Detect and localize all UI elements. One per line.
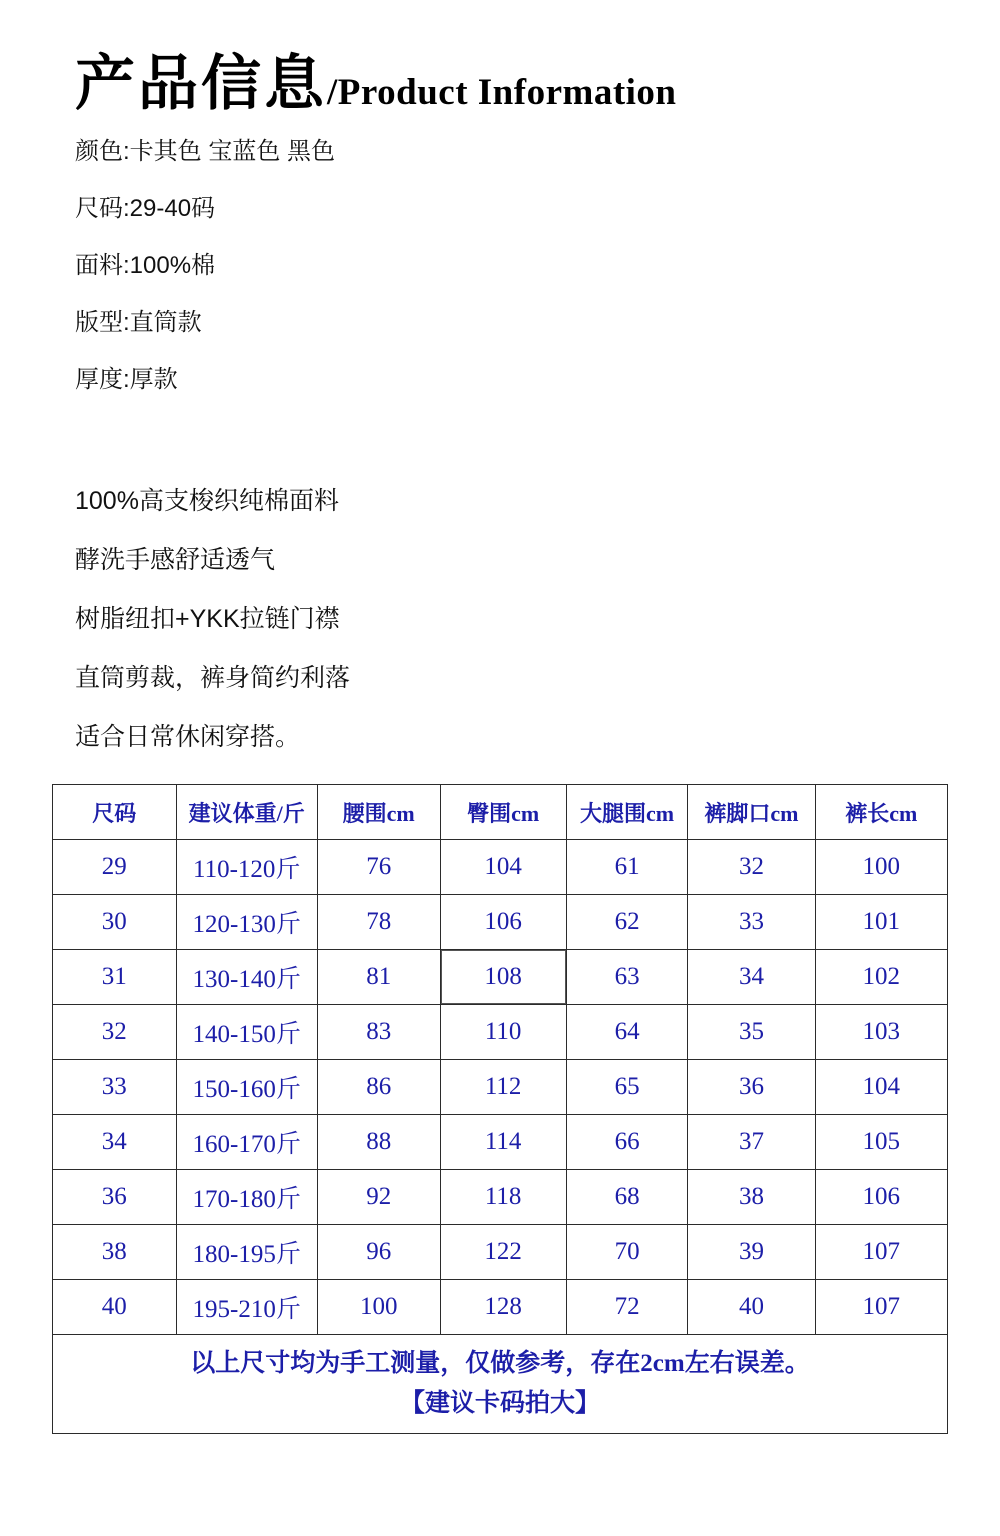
header-waist: 腰围cm xyxy=(317,785,440,840)
table-cell: 150-160斤 xyxy=(176,1060,317,1115)
table-cell: 36 xyxy=(53,1170,177,1225)
text-column xyxy=(52,36,948,750)
table-footer-cell xyxy=(53,1335,948,1434)
table-cell: 61 xyxy=(566,840,688,895)
table-cell: 81 xyxy=(317,950,440,1005)
table-row xyxy=(53,1060,948,1115)
attribute-color: 颜色:卡其色 宝蓝色 黑色 xyxy=(75,138,336,165)
table-cell: 86 xyxy=(317,1060,440,1115)
table-cell: 104 xyxy=(440,840,566,895)
table-row xyxy=(53,1115,948,1170)
table-cell: 32 xyxy=(688,840,815,895)
header-weight: 建议体重/斤 xyxy=(176,785,317,840)
table-row xyxy=(53,840,948,895)
table-cell: 30 xyxy=(53,895,177,950)
table-cell: 34 xyxy=(688,950,815,1005)
table-cell: 130-140斤 xyxy=(176,950,317,1005)
table-cell: 170-180斤 xyxy=(176,1170,317,1225)
table-cell: 92 xyxy=(317,1170,440,1225)
table-cell: 64 xyxy=(566,1005,688,1060)
table-cell: 29 xyxy=(53,840,177,895)
table-cell: 32 xyxy=(53,1005,177,1060)
table-cell: 76 xyxy=(317,840,440,895)
table-cell: 62 xyxy=(566,895,688,950)
size-table xyxy=(52,784,948,1434)
table-footer-row xyxy=(53,1335,948,1434)
footer-note-suggest: 【建议卡码拍大】 xyxy=(399,1390,600,1417)
table-row xyxy=(53,1170,948,1225)
table-cell: 106 xyxy=(440,895,566,950)
table-cell: 122 xyxy=(440,1225,566,1280)
table-row xyxy=(53,1005,948,1060)
attribute-list xyxy=(75,140,948,392)
description-line: 100%高支梭织纯棉面料 xyxy=(75,487,339,515)
table-header-row xyxy=(53,785,948,840)
table-cell: 65 xyxy=(566,1060,688,1115)
table-cell: 31 xyxy=(53,950,177,1005)
description-line: 直筒剪裁，裤身简约利落 xyxy=(75,664,351,692)
table-cell: 40 xyxy=(53,1280,177,1335)
header-hip: 臀围cm xyxy=(440,785,566,840)
table-cell: 160-170斤 xyxy=(176,1115,317,1170)
table-cell: 120-130斤 xyxy=(176,895,317,950)
attribute-fabric: 面料:100%棉 xyxy=(75,252,216,279)
table-cell: 101 xyxy=(815,895,948,950)
table-cell: 107 xyxy=(815,1225,948,1280)
table-row xyxy=(53,1280,948,1335)
table-cell: 88 xyxy=(317,1115,440,1170)
page-title-en: /Product Information xyxy=(327,72,677,113)
table-cell: 36 xyxy=(688,1060,815,1115)
header-leg-opening: 裤脚口cm xyxy=(688,785,815,840)
description-line: 适合日常休闲穿搭。 xyxy=(75,723,301,751)
table-cell: 96 xyxy=(317,1225,440,1280)
table-cell: 34 xyxy=(53,1115,177,1170)
table-cell: 105 xyxy=(815,1115,948,1170)
header-size: 尺码 xyxy=(53,785,177,840)
table-cell: 72 xyxy=(566,1280,688,1335)
page-title-zh: 产品信息 xyxy=(75,50,327,117)
table-cell: 33 xyxy=(53,1060,177,1115)
table-cell: 180-195斤 xyxy=(176,1225,317,1280)
table-cell: 78 xyxy=(317,895,440,950)
table-row xyxy=(53,950,948,1005)
table-cell: 104 xyxy=(815,1060,948,1115)
table-cell: 40 xyxy=(688,1280,815,1335)
table-cell: 63 xyxy=(566,950,688,1005)
attribute-size: 尺码:29-40码 xyxy=(75,195,216,222)
table-cell: 83 xyxy=(317,1005,440,1060)
table-cell: 103 xyxy=(815,1005,948,1060)
attribute-fit: 版型:直筒款 xyxy=(75,309,202,336)
table-cell: 195-210斤 xyxy=(176,1280,317,1335)
table-body xyxy=(53,840,948,1335)
table-cell: 128 xyxy=(440,1280,566,1335)
table-cell: 110-120斤 xyxy=(176,840,317,895)
table-cell: 38 xyxy=(53,1225,177,1280)
table-cell: 70 xyxy=(566,1225,688,1280)
table-cell: 33 xyxy=(688,895,815,950)
table-cell: 106 xyxy=(815,1170,948,1225)
table-cell: 38 xyxy=(688,1170,815,1225)
table-cell: 112 xyxy=(440,1060,566,1115)
table-cell: 107 xyxy=(815,1280,948,1335)
table-cell: 39 xyxy=(688,1225,815,1280)
table-cell: 66 xyxy=(566,1115,688,1170)
table-cell: 37 xyxy=(688,1115,815,1170)
table-row xyxy=(53,895,948,950)
footer-note-measure: 以上尺寸均为手工测量，仅做参考，存在2cm左右误差。 xyxy=(190,1350,810,1377)
table-cell: 114 xyxy=(440,1115,566,1170)
page-title xyxy=(75,36,948,122)
description-list xyxy=(75,489,948,750)
table-cell: 140-150斤 xyxy=(176,1005,317,1060)
table-cell: 100 xyxy=(815,840,948,895)
table-cell: 110 xyxy=(440,1005,566,1060)
table-cell: 68 xyxy=(566,1170,688,1225)
attribute-thickness: 厚度:厚款 xyxy=(75,366,178,393)
table-row xyxy=(53,1225,948,1280)
description-line: 树脂纽扣+YKK拉链门襟 xyxy=(75,605,340,633)
table-cell: 100 xyxy=(317,1280,440,1335)
table-cell: 102 xyxy=(815,950,948,1005)
table-cell: 35 xyxy=(688,1005,815,1060)
header-thigh: 大腿围cm xyxy=(566,785,688,840)
description-line: 酵洗手感舒适透气 xyxy=(75,546,276,574)
table-cell: 108 xyxy=(440,950,566,1005)
table-cell: 118 xyxy=(440,1170,566,1225)
header-length: 裤长cm xyxy=(815,785,948,840)
